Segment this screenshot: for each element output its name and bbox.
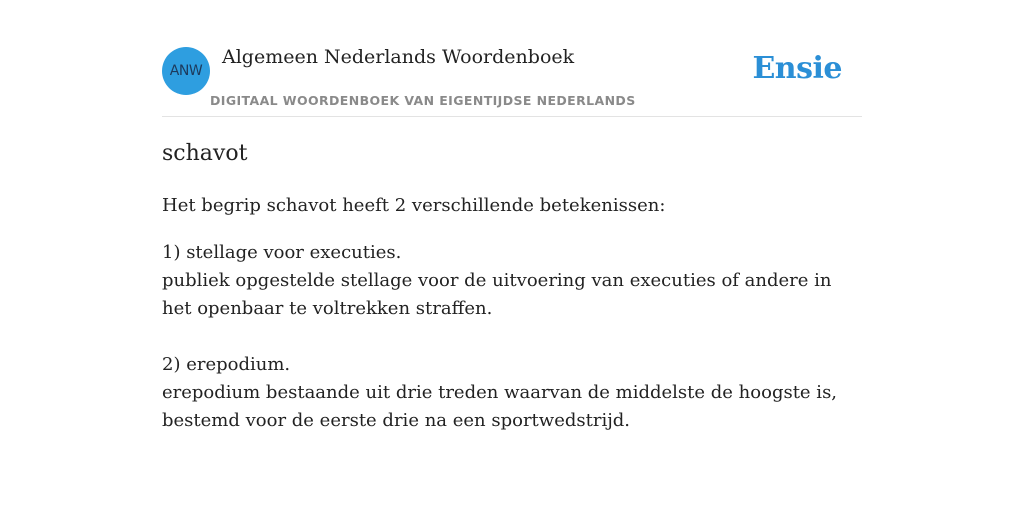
anw-logo-icon[interactable] [162,47,210,95]
entry-intro: Het begrip schavot heeft 2 verschillende betekenissen: [162,195,666,216]
meaning-item [162,239,842,323]
logo-text: ANW [169,63,203,79]
site-title[interactable]: Algemeen Nederlands Woordenboek [222,46,575,68]
ensie-brand-link[interactable]: Ensie [752,51,842,86]
entry-word-title: schavot [162,141,248,166]
site-header [162,0,862,117]
meaning-heading: 2) erepodium. [162,354,291,375]
site-subtitle: DIGITAAL WOORDENBOEK VAN EIGENTIJDSE NEDERLANDS [210,93,636,108]
meaning-item [162,351,842,435]
meaning-definition: publiek opgestelde stellage voor de uitvoering van executies of andere in het openbaar te voltrekken straffen. [162,270,832,319]
entry-content [162,138,842,435]
meaning-definition: erepodium bestaande uit drie treden waarvan de middelste de hoogste is, bestemd voor de eerste drie na een sportwedstrijd. [162,382,838,431]
meaning-heading: 1) stellage voor executies. [162,242,402,263]
